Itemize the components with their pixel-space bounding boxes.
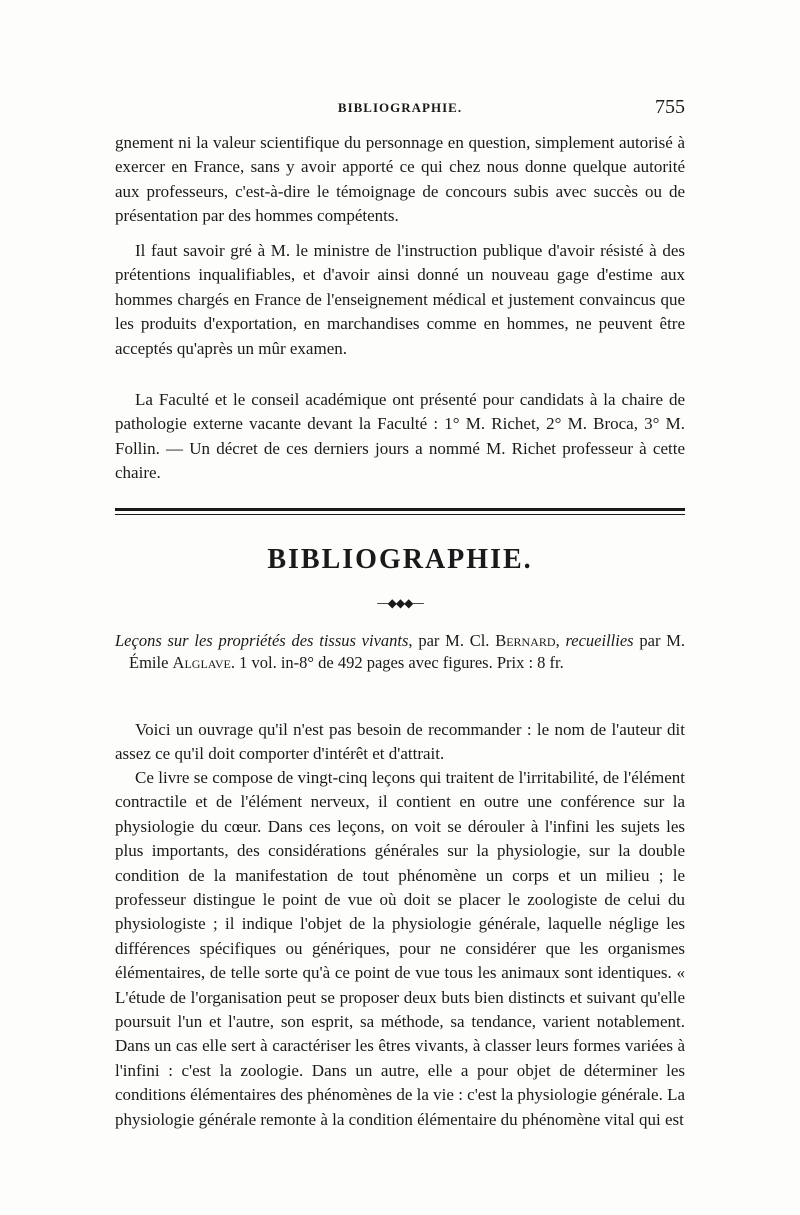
divider-thick-rule [115,508,685,511]
review-heading: Leçons sur les propriétés des tissus vivants, par M. Cl. Bernard, recueillies par M. Émile Alglave. 1 vol. in-8° de 492 pages avec figures. Prix : 8 fr. [115,631,685,672]
section-title: BIBLIOGRAPHIE. [267,544,533,575]
paragraph-4: Voici un ouvrage qu'il n'est pas besoin de recommander : le nom de l'auteur dit assez ce qu'il doit comporter d'intérêt et d'attrait. [115,720,685,764]
editor-name: Alglave [172,653,231,672]
paragraph-5: Ce livre se compose de vingt-cinq leçons qui traitent de l'irritabilité, de l'élément contractile et de l'élément nerveux, il contient en outre une conférence sur la physiologie du cœur. Dans ces leçons, on voit se dérouler à l'infini les sujets les plus importants, des considérations générales sur la physiologie, sur la double condition de la manifestation de tout phénomène un corps et un milieu ; le professeur distingue le point de vue où doit se placer le zoologiste de celui du physiologiste ; il indique l'objet de la physiologie générale, laquelle néglige les différences spécifiques ou génériques, pour ne considérer que les organismes élémentaires, de telle sorte qu'à ce point de vue tous les animaux sont identiques. « L'étude de l'organisation peut se proposer deux buts bien distincts et suivant qu'elle poursuit l'un et l'autre, son esprit, sa méthode, sa tendance, varient notablement. Dans un cas elle sert à caractériser les êtres vivants, à classer leurs formes variées à l'infini : c'est la zoologie. Dans un autre, elle a pour objet de déterminer les conditions élémentaires des phénomènes de la vie : c'est la physiologie générale. La physiologie générale remonte à la condition élémentaire du phénomène vital qui est [115,768,686,1129]
paragraph-1: gnement ni la valeur scientifique du personnage en question, simplement autorisé à exercer en France, sans y avoir apporté ce qui chez nous donne quelque autorité aux professeurs, c'est-à-dire le témoignage de concours subis avec succès ou de présentation par des hommes compétents. [115,133,685,226]
page-number: 755 [655,96,685,118]
divider-thin-rule [115,514,685,515]
collected-by-text: par M. Émile [129,631,685,672]
book-title: Leçons sur les propriétés des tissus vivants [115,631,409,650]
paragraph-2: Il faut savoir gré à M. le ministre de l'instruction publique d'avoir résisté à des prétentions inqualifiables, et d'avoir ainsi donné un nouveau gage d'estime aux hommes chargés en France de l'enseignement médical et justement convaincus que les produits d'exportation, en marchandises comme en hommes, ne peuvent être acceptés qu'après un mûr examen. [115,241,685,358]
book-details: . 1 vol. in-8° de 492 pages avec figures. Prix : 8 fr. [230,653,564,672]
running-title: BIBLIOGRAPHIE. [337,100,463,115]
author-name: Bernard [495,631,556,650]
ornament-rule: —◆◆◆— [376,596,424,610]
paragraph-3: La Faculté et le conseil académique ont présenté pour candidats à la chaire de pathologie externe vacante devant la Faculté : 1° M. Richet, 2° M. Broca, 3° M. Follin. — Un décret de ces derniers jours a nommé M. Richet professeur à cette chaire. [115,390,685,483]
collected-text: recueillies [565,631,634,650]
running-head [115,96,685,124]
section-divider [115,508,685,515]
by-text: , par M. Cl. [408,631,496,650]
